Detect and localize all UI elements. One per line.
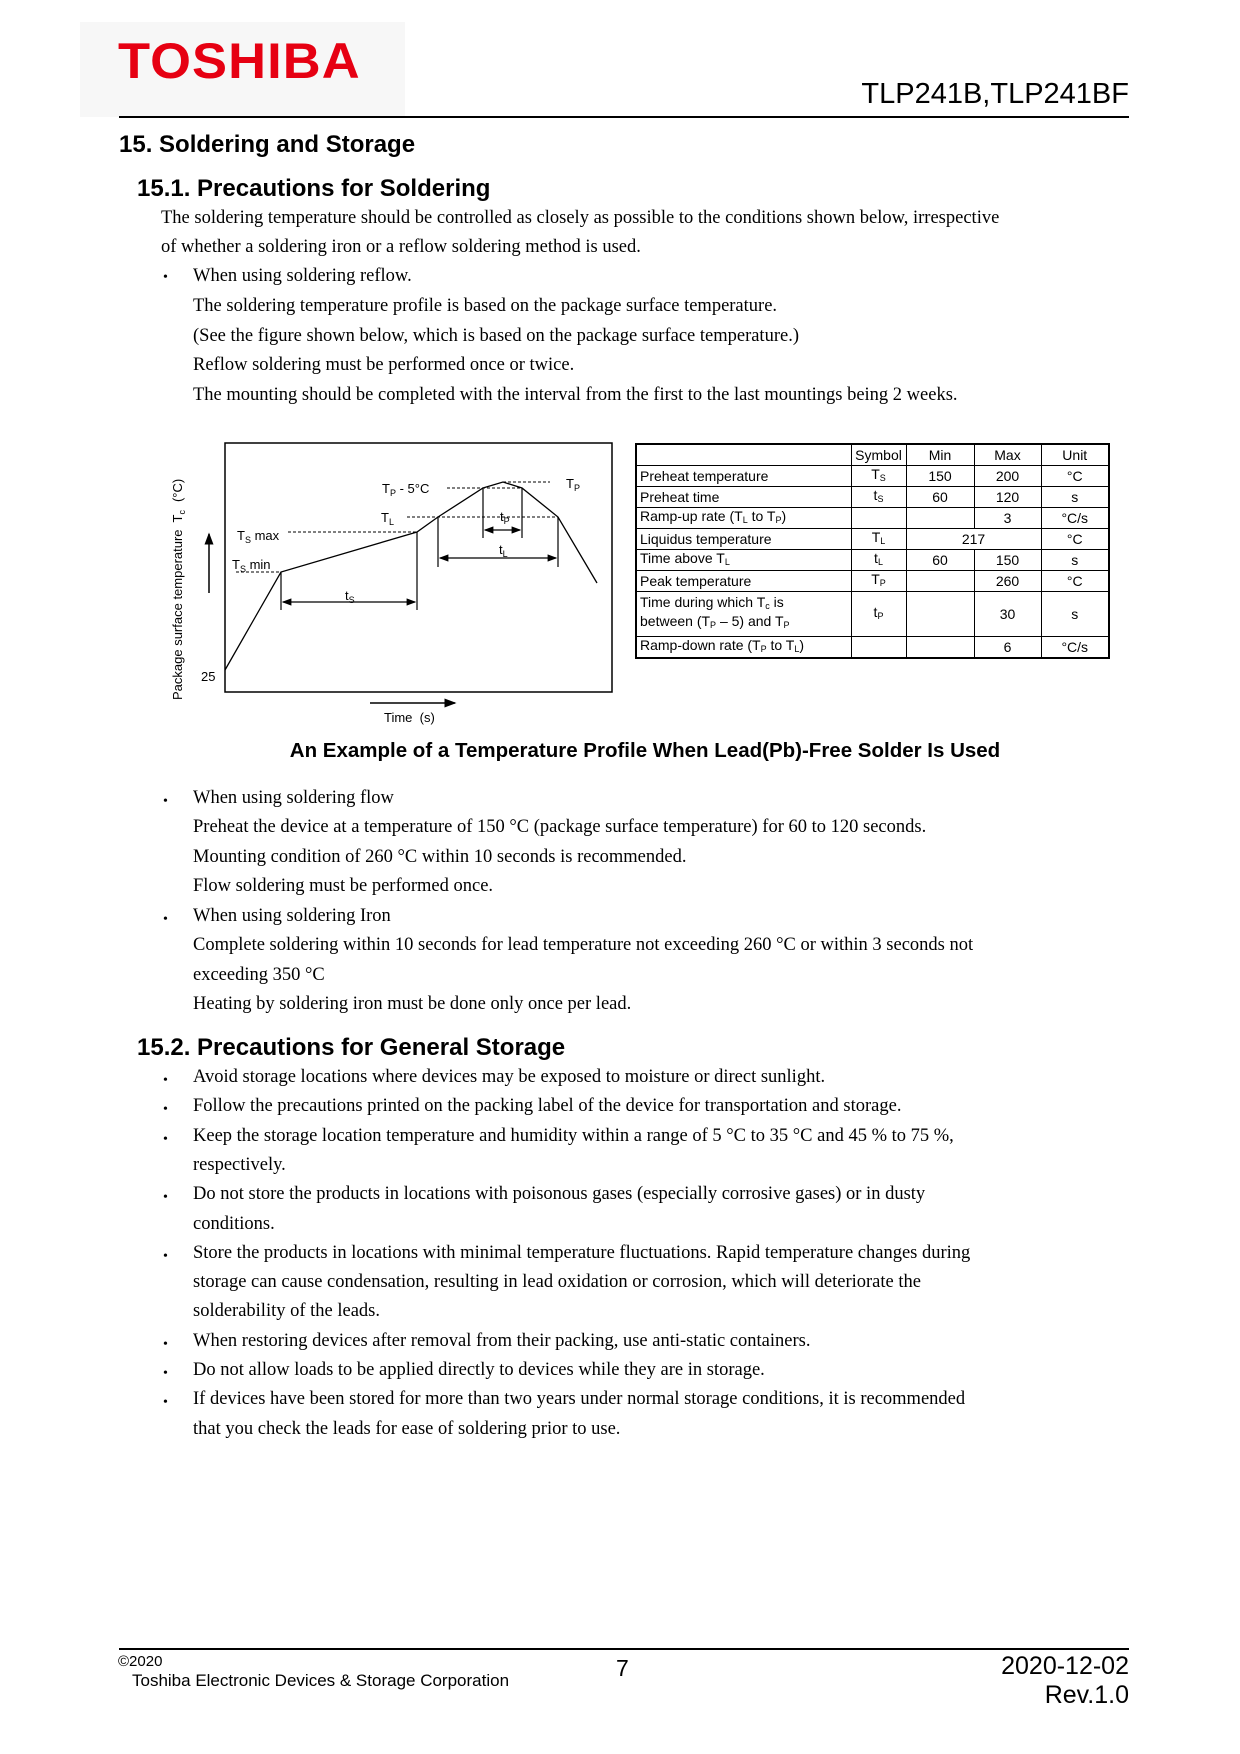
header-cell: Min [906,444,974,466]
ts-min-label: $T_S$ min [232,557,271,574]
row-symbol: $t_P$ [851,592,906,637]
row-label: Peak temperature [636,571,851,592]
row-symbol: $T_L$ [851,529,906,550]
row-unit: °C/s [1041,508,1109,529]
iron-line: Complete soldering within 10 seconds for lead temperature not exceeding 260 °C or within 3 seconds not [193,935,974,955]
row-max: 6 [974,637,1041,659]
flow-line: Mounting condition of 260 °C within 10 seconds is recommended. [193,847,687,867]
row-symbol [851,508,906,529]
page-number: 7 [616,1655,629,1681]
table-row [636,571,1109,592]
storage-item-line: conditions. [193,1213,275,1234]
reflow-line: Reflow soldering must be performed once or twice. [193,355,575,375]
storage-item-line: If devices have been stored for more than two years under normal storage conditions, it is recommended [193,1389,966,1410]
reflow-bullet: When using soldering reflow. [193,266,412,286]
vertical-markers [281,488,558,610]
row-min [906,571,974,592]
storage-item-line: Store the products in locations with minimal temperature fluctuations. Rapid temperature changes during [193,1242,971,1263]
y-axis-label: Package surface temperature $T_c(^\circ C)$ [170,478,187,700]
table-row [636,508,1109,529]
row-unit: °C/s [1041,637,1109,659]
tick-25: 25 [201,669,216,684]
row-min: 60 [906,550,974,571]
table-row [636,466,1109,487]
reflow-spec-table [635,443,1110,659]
document-title: TLP241B,TLP241BF [861,78,1129,110]
intro-line: The soldering temperature should be controlled as closely as possible to the conditions shown below, irrespective [161,208,1000,228]
bullet-icon: • [163,1073,168,1088]
figure-caption: An Example of a Temperature Profile When Lead(Pb)-Free Solder Is Used [289,739,1001,762]
row-max: 260 [974,571,1041,592]
table-row [636,592,1109,637]
storage-item-line: that you check the leads for ease of soldering prior to use. [193,1418,621,1439]
footer-divider [119,1648,1129,1650]
row-label: Ramp-down rate ($T_P$ to $T_L$) [636,637,851,659]
footer-revision: Rev.1.0 [1044,1681,1129,1709]
iron-line: Heating by soldering iron must be done only once per lead. [193,994,632,1014]
table-header-row [636,444,1109,466]
bullet-icon: • [163,1131,168,1147]
storage-item-line: When restoring devices after removal from their packing, use anti-static containers. [193,1330,811,1351]
row-unit: °C [1041,466,1109,487]
ts-max-label: $T_S$ max [237,528,280,545]
reflow-line: The mounting should be completed with the interval from the first to the last mountings being 2 weeks. [193,385,958,405]
row-max: 30 [974,592,1041,637]
reflow-line: (See the figure shown below, which is based on the package surface temperature.) [193,326,799,346]
bullet-icon: • [163,912,168,927]
row-unit: °C [1041,529,1109,550]
flow-line: Preheat the device at a temperature of 150 °C (package surface temperature) for 60 to 120 seconds. [193,817,927,837]
section-title: 15. Soldering and Storage [119,131,416,158]
iron-line: exceeding 350 °C [193,965,325,985]
table-row [636,487,1109,508]
tp-label: $T_P$ [566,476,580,493]
bullet-icon: • [163,1336,168,1352]
ts-span-label: $t_S$ [345,588,355,605]
table-row [636,529,1109,550]
subsection-title-storage: 15.2. Precautions for General Storage [137,1034,566,1061]
footer-copyright: ©2020 [118,1653,163,1670]
row-symbol [851,637,906,659]
storage-item-line: Follow the precautions printed on the packing label of the device for transportation and storage. [193,1096,902,1117]
table-row [636,637,1109,659]
row-max: 120 [974,487,1041,508]
x-axis-label: Time (s) [384,710,435,725]
flow-line: Flow soldering must be performed once. [193,876,494,896]
tp-span-label: $t_P$ [500,509,510,526]
tp-minus5-label: $T_P - 5^\circ C$ [382,481,430,498]
storage-item-line: storage can cause condensation, resulting in lead oxidation or corrosion, which will deteriorate the [193,1272,921,1293]
intro-line: of whether a soldering iron or a reflow soldering method is used. [161,237,641,257]
row-min [906,637,974,659]
row-min: 60 [906,487,974,508]
row-unit: s [1041,592,1109,637]
row-label: Ramp-up rate ($T_L$ to $T_P$) [636,508,851,529]
row-min [906,508,974,529]
header-cell [636,444,851,466]
row-label: Time during which $T_c$ is between $(T_P - 5)$ and $T_P$ [636,592,851,637]
header-cell: Symbol [851,444,906,466]
row-unit: s [1041,487,1109,508]
row-max: 3 [974,508,1041,529]
row-label: Preheat temperature [636,466,851,487]
iron-bullet: When using soldering Iron [193,906,391,926]
tl-label: $T_L$ [381,510,394,527]
row-symbol: $t_L$ [851,550,906,571]
storage-item-line: Avoid storage locations where devices may be exposed to moisture or direct sunlight. [193,1067,826,1087]
row-max: 200 [974,466,1041,487]
header-cell: Max [974,444,1041,466]
header-cell: Unit [1041,444,1109,466]
row-min [906,592,974,637]
subsection-title-soldering: 15.1. Precautions for Soldering [137,175,491,202]
row-label: Time above $T_L$ [636,550,851,571]
bullet-icon: • [163,1366,168,1381]
row-unit: °C [1041,571,1109,592]
reflow-line: The soldering temperature profile is based on the package surface temperature. [193,296,778,316]
table-row [636,550,1109,571]
storage-item-line: Do not allow loads to be applied directly to devices while they are in storage. [193,1360,765,1380]
storage-item-line: Keep the storage location temperature and humidity within a range of 5 °C to 35 °C and 45 % to 75 %, [193,1125,954,1146]
bullet-icon: • [163,794,168,809]
row-symbol: $t_S$ [851,487,906,508]
row-symbol: $T_P$ [851,571,906,592]
storage-item-line: Do not store the products in locations with poisonous gases (especially corrosive gases) or in dusty [193,1184,926,1205]
storage-item-line: respectively. [193,1154,286,1175]
flow-bullet: When using soldering flow [193,788,394,808]
row-symbol: $T_S$ [851,466,906,487]
row-label: Liquidus temperature [636,529,851,550]
bullet-icon: • [163,1190,168,1206]
row-label: Preheat time [636,487,851,508]
toshiba-logo: TOSHIBA [118,33,361,89]
bullet-icon: • [163,1395,168,1411]
bullet-icon: • [163,270,168,285]
footer-company: Toshiba Electronic Devices & Storage Corporation [132,1671,510,1690]
row-minmax: 217 [906,529,1041,550]
row-min: 150 [906,466,974,487]
tl-span-label: $t_L$ [499,542,508,559]
bullet-icon: • [163,1248,168,1264]
bullet-icon: • [163,1102,168,1118]
storage-item-line: solderability of the leads. [193,1301,381,1322]
footer-date: 2020-12-02 [1001,1652,1129,1680]
row-max: 150 [974,550,1041,571]
row-unit: s [1041,550,1109,571]
